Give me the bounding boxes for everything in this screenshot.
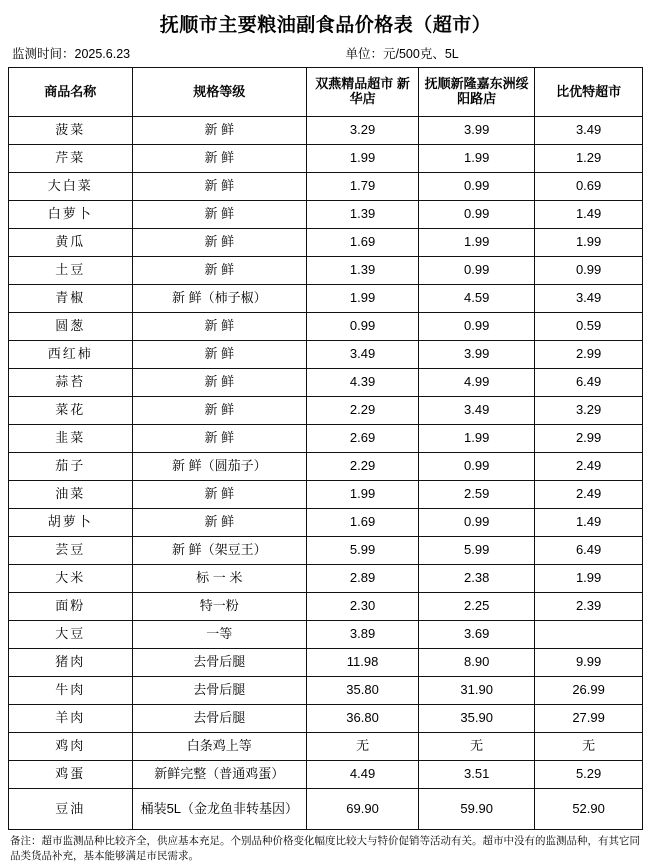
cell-commodity-name: 羊肉 (9, 705, 133, 733)
cell-commodity-name: 菜花 (9, 397, 133, 425)
cell-price-store-2: 3.69 (419, 621, 535, 649)
table-row (9, 789, 643, 830)
table-row (9, 621, 643, 649)
cell-price-store-1: 2.89 (306, 565, 418, 593)
cell-price-store-2: 0.99 (419, 453, 535, 481)
cell-price-store-1: 36.80 (306, 705, 418, 733)
cell-price-store-1: 2.29 (306, 453, 418, 481)
cell-price-store-1: 1.39 (306, 257, 418, 285)
cell-price-store-3: 5.29 (535, 761, 643, 789)
cell-specification: 去骨后腿 (132, 649, 306, 677)
cell-specification: 标 一 米 (132, 565, 306, 593)
cell-price-store-3 (535, 621, 643, 649)
cell-commodity-name: 大米 (9, 565, 133, 593)
cell-price-store-3: 无 (535, 733, 643, 761)
price-table (8, 67, 643, 830)
cell-price-store-2: 5.99 (419, 537, 535, 565)
table-row (9, 341, 643, 369)
table-header-row (9, 68, 643, 117)
cell-price-store-3: 3.49 (535, 285, 643, 313)
cell-price-store-3: 2.99 (535, 341, 643, 369)
cell-price-store-3: 1.49 (535, 509, 643, 537)
cell-commodity-name: 鸡蛋 (9, 761, 133, 789)
cell-price-store-3: 1.99 (535, 229, 643, 257)
table-row (9, 397, 643, 425)
cell-specification: 新 鲜（柿子椒） (132, 285, 306, 313)
table-row (9, 285, 643, 313)
cell-price-store-2: 31.90 (419, 677, 535, 705)
cell-specification: 新鲜完整（普通鸡蛋） (132, 761, 306, 789)
cell-price-store-2: 1.99 (419, 425, 535, 453)
cell-price-store-2: 0.99 (419, 173, 535, 201)
cell-specification: 新 鲜 (132, 509, 306, 537)
cell-specification: 新 鲜 (132, 369, 306, 397)
cell-specification: 新 鲜 (132, 481, 306, 509)
table-head (9, 68, 643, 117)
cell-specification: 特一粉 (132, 593, 306, 621)
page-title: 抚顺市主要粮油副食品价格表（超市） (159, 15, 492, 36)
cell-specification: 新 鲜（圆茄子） (132, 453, 306, 481)
cell-price-store-2: 8.90 (419, 649, 535, 677)
cell-price-store-3: 1.99 (535, 565, 643, 593)
cell-specification: 新 鲜（架豆王） (132, 537, 306, 565)
unit-label: 单位：元/500克、5L (345, 47, 459, 61)
cell-price-store-3: 27.99 (535, 705, 643, 733)
cell-price-store-3: 6.49 (535, 369, 643, 397)
cell-price-store-1: 3.89 (306, 621, 418, 649)
cell-price-store-1: 2.69 (306, 425, 418, 453)
cell-price-store-1: 1.69 (306, 509, 418, 537)
cell-specification: 桶装5L（金龙鱼非转基因） (132, 789, 306, 830)
table-row (9, 257, 643, 285)
cell-price-store-3: 0.59 (535, 313, 643, 341)
cell-price-store-3: 2.99 (535, 425, 643, 453)
cell-price-store-1: 1.69 (306, 229, 418, 257)
cell-price-store-2: 2.25 (419, 593, 535, 621)
cell-price-store-1: 无 (306, 733, 418, 761)
cell-price-store-2: 4.59 (419, 285, 535, 313)
table-row (9, 509, 643, 537)
cell-price-store-1: 1.79 (306, 173, 418, 201)
table-body (9, 117, 643, 830)
cell-price-store-2: 0.99 (419, 257, 535, 285)
cell-price-store-3: 3.29 (535, 397, 643, 425)
cell-commodity-name: 猪肉 (9, 649, 133, 677)
cell-commodity-name: 大白菜 (9, 173, 133, 201)
cell-commodity-name: 黄瓜 (9, 229, 133, 257)
subheader (8, 43, 643, 67)
cell-price-store-2: 2.38 (419, 565, 535, 593)
cell-specification: 一等 (132, 621, 306, 649)
table-row (9, 369, 643, 397)
cell-specification: 去骨后腿 (132, 677, 306, 705)
cell-commodity-name: 蒜苔 (9, 369, 133, 397)
cell-price-store-2: 4.99 (419, 369, 535, 397)
cell-specification: 新 鲜 (132, 341, 306, 369)
cell-price-store-1: 0.99 (306, 313, 418, 341)
cell-specification: 新 鲜 (132, 425, 306, 453)
cell-price-store-2: 2.59 (419, 481, 535, 509)
cell-price-store-2: 0.99 (419, 313, 535, 341)
cell-price-store-1: 2.29 (306, 397, 418, 425)
cell-price-store-1: 3.49 (306, 341, 418, 369)
cell-price-store-2: 1.99 (419, 145, 535, 173)
cell-price-store-2: 0.99 (419, 509, 535, 537)
cell-price-store-2: 3.99 (419, 341, 535, 369)
table-row (9, 453, 643, 481)
cell-price-store-3: 9.99 (535, 649, 643, 677)
monitor-date-label: 监测时间：2025.6.23 (12, 47, 131, 61)
cell-price-store-3: 1.29 (535, 145, 643, 173)
cell-commodity-name: 茄子 (9, 453, 133, 481)
cell-specification: 新 鲜 (132, 173, 306, 201)
cell-commodity-name: 大豆 (9, 621, 133, 649)
cell-commodity-name: 芹菜 (9, 145, 133, 173)
cell-commodity-name: 白萝卜 (9, 201, 133, 229)
table-row (9, 201, 643, 229)
cell-specification: 去骨后腿 (132, 705, 306, 733)
cell-price-store-1: 1.99 (306, 481, 418, 509)
cell-price-store-2: 3.99 (419, 117, 535, 145)
cell-commodity-name: 豆油 (9, 789, 133, 830)
cell-price-store-1: 35.80 (306, 677, 418, 705)
cell-commodity-name: 胡萝卜 (9, 509, 133, 537)
cell-price-store-3: 6.49 (535, 537, 643, 565)
cell-price-store-3: 2.49 (535, 481, 643, 509)
cell-price-store-3: 1.49 (535, 201, 643, 229)
table-row (9, 593, 643, 621)
cell-price-store-2: 1.99 (419, 229, 535, 257)
cell-commodity-name: 土豆 (9, 257, 133, 285)
table-row (9, 145, 643, 173)
column-header-store-3: 比优特超市 (535, 68, 643, 117)
table-row (9, 705, 643, 733)
column-header-name: 商品名称 (9, 68, 133, 117)
table-row (9, 173, 643, 201)
cell-specification: 新 鲜 (132, 257, 306, 285)
cell-price-store-1: 1.99 (306, 145, 418, 173)
cell-commodity-name: 西红柿 (9, 341, 133, 369)
cell-price-store-1: 1.99 (306, 285, 418, 313)
table-row (9, 117, 643, 145)
cell-specification: 新 鲜 (132, 145, 306, 173)
table-row (9, 425, 643, 453)
table-row (9, 649, 643, 677)
cell-specification: 白条鸡上等 (132, 733, 306, 761)
cell-commodity-name: 青椒 (9, 285, 133, 313)
cell-price-store-2: 35.90 (419, 705, 535, 733)
column-header-store-2: 抚顺新隆嘉东洲绥阳路店 (419, 68, 535, 117)
cell-specification: 新 鲜 (132, 313, 306, 341)
cell-commodity-name: 面粉 (9, 593, 133, 621)
column-header-spec: 规格等级 (132, 68, 306, 117)
cell-price-store-3: 2.49 (535, 453, 643, 481)
cell-commodity-name: 鸡肉 (9, 733, 133, 761)
cell-price-store-3: 3.49 (535, 117, 643, 145)
cell-price-store-3: 52.90 (535, 789, 643, 830)
cell-price-store-1: 2.30 (306, 593, 418, 621)
cell-specification: 新 鲜 (132, 201, 306, 229)
cell-price-store-1: 1.39 (306, 201, 418, 229)
cell-commodity-name: 韭菜 (9, 425, 133, 453)
table-row (9, 565, 643, 593)
cell-price-store-1: 69.90 (306, 789, 418, 830)
cell-price-store-2: 3.51 (419, 761, 535, 789)
cell-price-store-1: 5.99 (306, 537, 418, 565)
cell-commodity-name: 芸豆 (9, 537, 133, 565)
table-row (9, 537, 643, 565)
cell-price-store-1: 3.29 (306, 117, 418, 145)
cell-price-store-1: 4.49 (306, 761, 418, 789)
table-row (9, 733, 643, 761)
cell-price-store-3: 26.99 (535, 677, 643, 705)
cell-price-store-1: 11.98 (306, 649, 418, 677)
cell-price-store-3: 2.39 (535, 593, 643, 621)
table-row (9, 761, 643, 789)
cell-specification: 新 鲜 (132, 397, 306, 425)
cell-commodity-name: 牛肉 (9, 677, 133, 705)
cell-price-store-3: 0.69 (535, 173, 643, 201)
cell-price-store-3: 0.99 (535, 257, 643, 285)
table-row (9, 481, 643, 509)
cell-price-store-2: 0.99 (419, 201, 535, 229)
cell-price-store-2: 59.90 (419, 789, 535, 830)
table-row (9, 229, 643, 257)
cell-specification: 新 鲜 (132, 117, 306, 145)
footer-note: 备注：超市监测品种比较齐全，供应基本充足。个别品种价格变化幅度比较大与特价促销等活动有关。超市中没有的监测品种，有其它同品类货品补充，基本能够满足市民需求。 (10, 835, 640, 863)
cell-commodity-name: 圆葱 (9, 313, 133, 341)
cell-price-store-2: 3.49 (419, 397, 535, 425)
table-row (9, 677, 643, 705)
table-row (9, 313, 643, 341)
cell-price-store-2: 无 (419, 733, 535, 761)
cell-commodity-name: 油菜 (9, 481, 133, 509)
cell-specification: 新 鲜 (132, 229, 306, 257)
cell-price-store-1: 4.39 (306, 369, 418, 397)
cell-commodity-name: 菠菜 (9, 117, 133, 145)
column-header-store-1: 双燕精品超市 新华店 (306, 68, 418, 117)
